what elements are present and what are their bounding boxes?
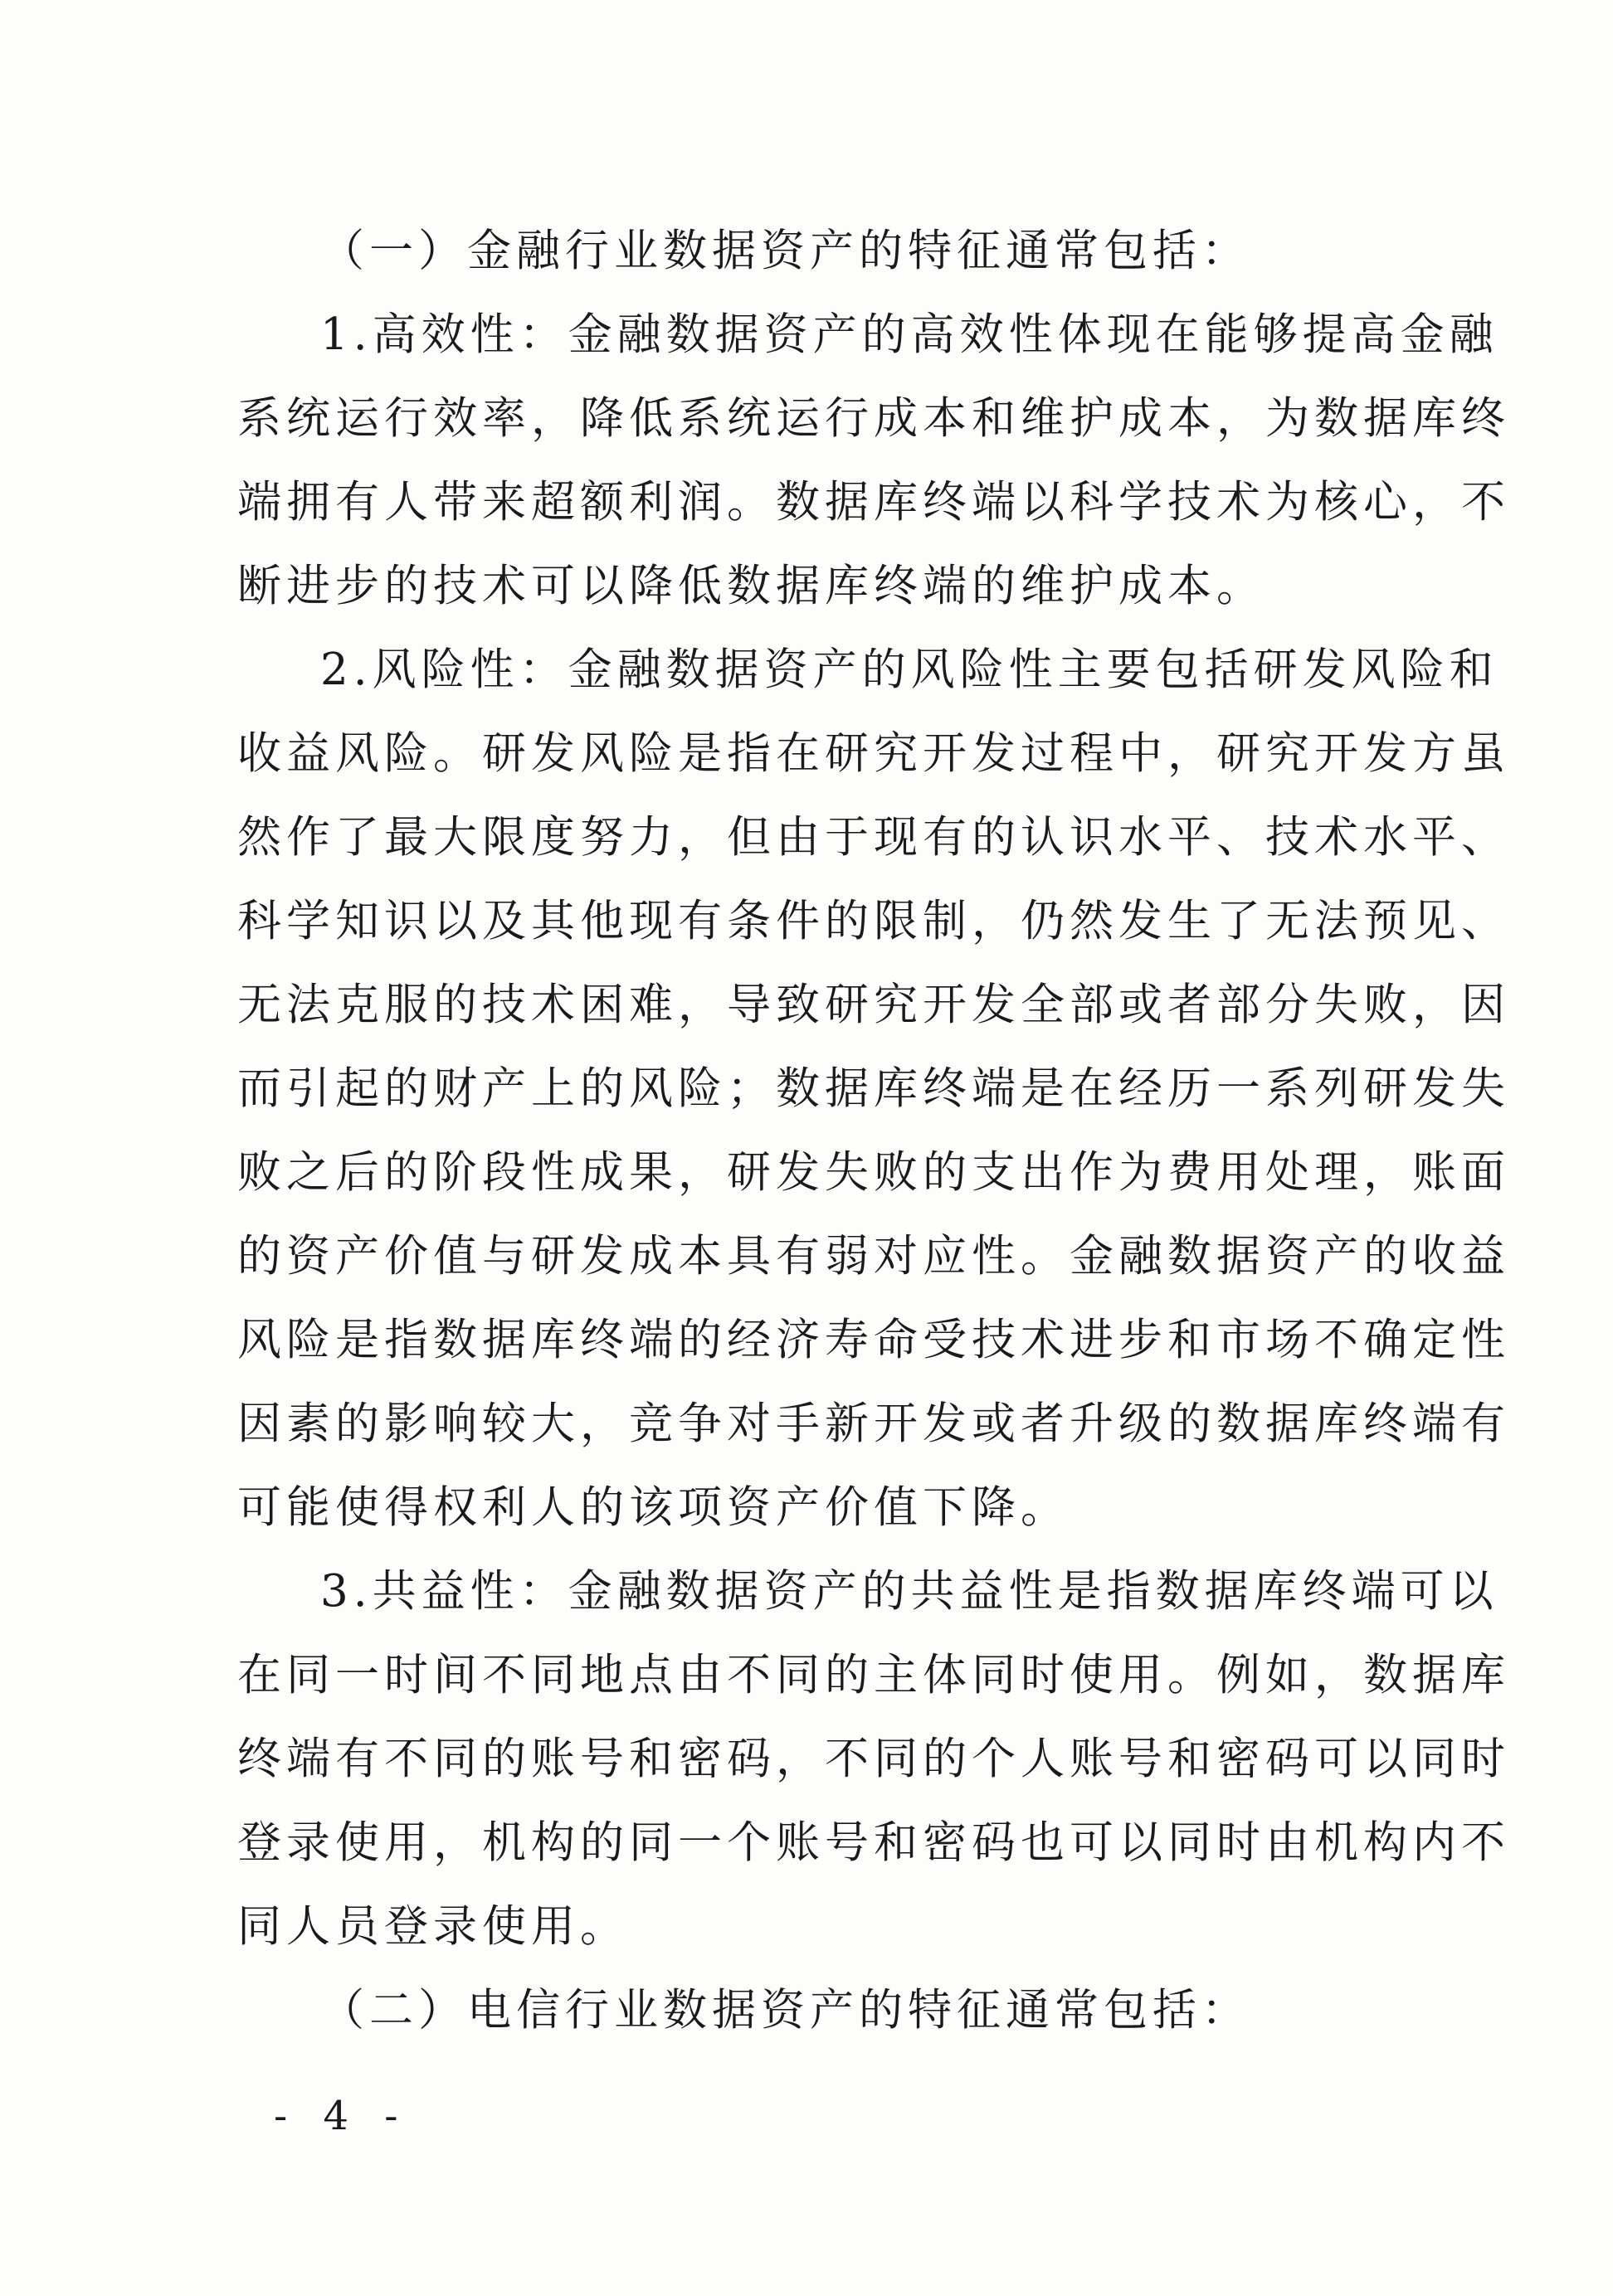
- text-line: 败之后的阶段性成果，研发失败的支出作为费用处理，账面: [237, 1147, 1510, 1198]
- text-line: 在同一时间不同地点由不同的主体同时使用。例如，数据库: [237, 1650, 1510, 1700]
- text-line: 无法克服的技术困难，导致研究开发全部或者部分失败，因: [237, 980, 1510, 1030]
- section-heading-telecom: （二）电信行业数据资产的特征通常包括：: [320, 1985, 1250, 2036]
- text-line: 断进步的技术可以降低数据库终端的维护成本。: [237, 561, 1265, 611]
- text-line: 的资产价值与研发成本具有弱对应性。金融数据资产的收益: [237, 1231, 1510, 1282]
- text-line: 可能使得权利人的该项资产价值下降。: [237, 1482, 1070, 1533]
- text-line: 然作了最大限度努力，但由于现有的认识水平、技术水平、: [237, 812, 1510, 863]
- text-line: 3.共益性：金融数据资产的共益性是指数据库终端可以: [320, 1566, 1498, 1617]
- page-number: - 4 -: [274, 2093, 410, 2139]
- text-line: 收益风险。研发风险是指在研究开发过程中，研究开发方虽: [237, 728, 1510, 779]
- text-line: 因素的影响较大，竞争对手新开发或者升级的数据库终端有: [237, 1399, 1510, 1449]
- text-line: 1.高效性：金融数据资产的高效性体现在能够提高金融: [320, 309, 1498, 360]
- text-line: 同人员登录使用。: [237, 1901, 629, 1952]
- text-line: 风险是指数据库终端的经济寿命受技术进步和市场不确定性: [237, 1315, 1510, 1365]
- text-line: 2.风险性：金融数据资产的风险性主要包括研发风险和: [320, 645, 1498, 695]
- text-line: 而引起的财产上的风险；数据库终端是在经历一系列研发失: [237, 1063, 1510, 1114]
- text-line: 科学知识以及其他现有条件的限制，仍然发生了无法预见、: [237, 896, 1510, 946]
- section-heading-finance: （一）金融行业数据资产的特征通常包括：: [320, 226, 1250, 276]
- text-line: 系统运行效率，降低系统运行成本和维护成本，为数据库终: [237, 393, 1510, 444]
- text-line: 终端有不同的账号和密码，不同的个人账号和密码可以同时: [237, 1734, 1510, 1784]
- text-line: 端拥有人带来超额利润。数据库终端以科学技术为核心，不: [237, 477, 1510, 528]
- text-line: 登录使用，机构的同一个账号和密码也可以同时由机构内不: [237, 1817, 1510, 1868]
